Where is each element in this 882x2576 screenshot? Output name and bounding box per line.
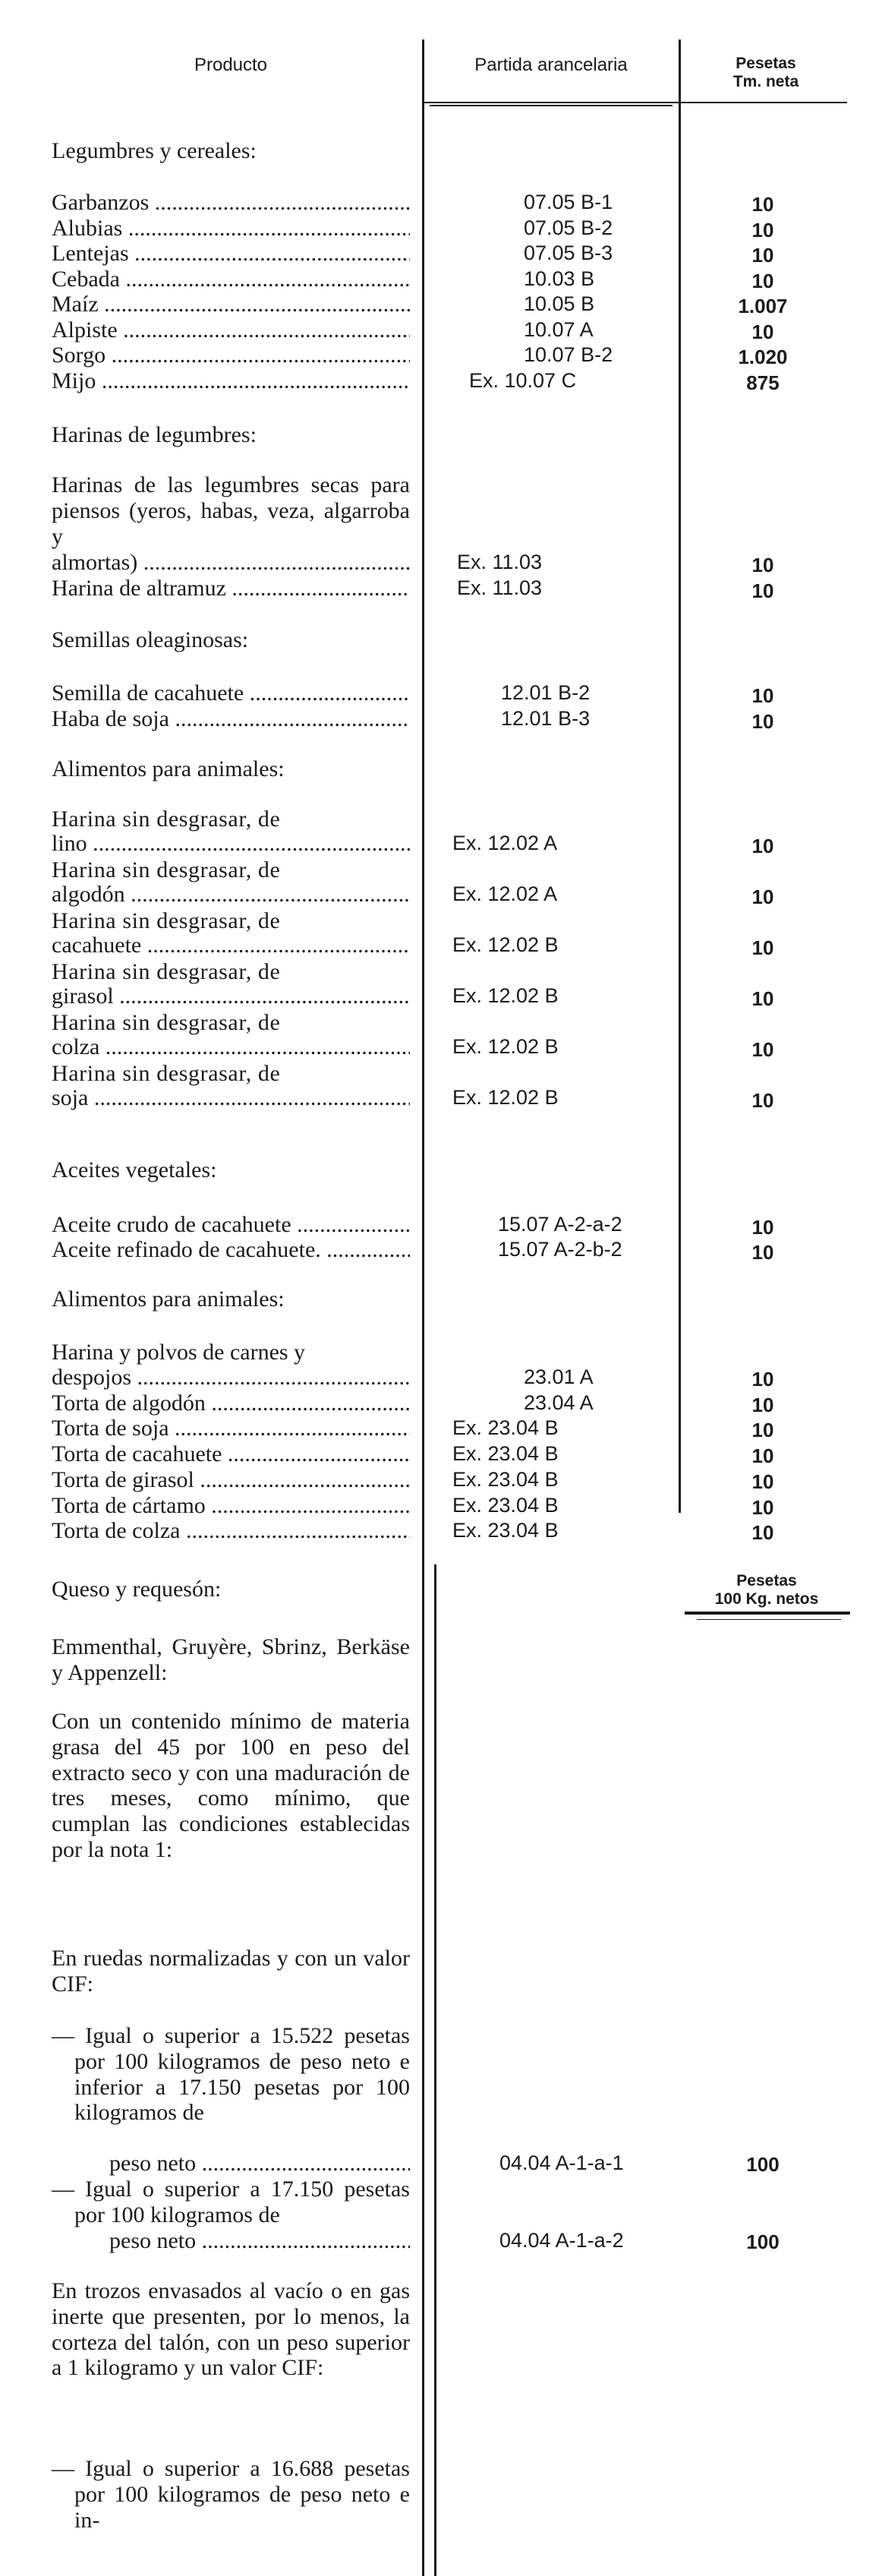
harina-polvos-text: Harina y polvos de carnes y: [52, 1340, 306, 1365]
table-row-product: [52, 190, 410, 215]
queso-item-2: — Igual o superior a 17.150 pesetas por 100 kilogramos de: [52, 2177, 410, 2227]
table-row-product: [52, 368, 410, 393]
table-row-product: [52, 267, 410, 292]
queso-item-1: — Igual o superior a 15.522 pesetas por 100 kilogramos de peso neto e inferior a 17.150 pesetas por 100 kilogramos de: [52, 2023, 410, 2126]
tariff-code: 23.01 A: [524, 1365, 594, 1388]
table-row-product: [52, 292, 410, 317]
product-name: Torta de soja .....: [52, 1416, 410, 1441]
duty-value: 10: [751, 936, 774, 959]
product-name: Mijo .....: [52, 368, 410, 393]
aceite-refinado-code: 15.07 A-2-b-2: [498, 1238, 622, 1261]
tariff-code: 10.07 B-2: [524, 343, 613, 366]
product-name: Torta de cacahuete .....: [52, 1441, 410, 1466]
header-underline: [422, 102, 847, 103]
product-name-line1: Harina sin desgrasar, de: [52, 1010, 281, 1035]
tariff-code: 10.03 B: [524, 267, 595, 290]
aceite-crudo-lead: Aceite crudo de cacahuete .....: [52, 1212, 410, 1237]
duty-value: 10: [751, 1495, 774, 1519]
haba-soja-lead: Haba de soja .....: [52, 706, 410, 731]
product-name: Torta de cártamo .....: [52, 1493, 410, 1518]
tariff-code: 10.07 A: [524, 317, 594, 341]
duty-value: 10: [751, 1089, 774, 1112]
product-name: Alpiste .....: [52, 317, 410, 343]
duty-value: 1.007: [738, 295, 788, 317]
duty-value: 875: [746, 371, 780, 394]
product-name-line2: [52, 983, 410, 1009]
tariff-code: Ex. 23.04 B: [452, 1519, 559, 1542]
product-name: Lentejas .....: [52, 241, 410, 266]
harinas-legumbres-text: Harinas de las legumbres secas para piensos (yeros, habas, veza, algarroba y: [52, 472, 410, 549]
tariff-code: Ex. 12.02 B: [452, 1035, 559, 1058]
section-alimentos-1: Alimentos para animales:: [52, 756, 285, 781]
product-name-lead: cacahuete .....: [52, 933, 410, 958]
product-name: Sorgo .....: [52, 343, 410, 368]
duty-value: 10: [751, 886, 774, 908]
harinas-legumbres-lead: almortas) .....: [52, 550, 410, 575]
queso-item-1-value: 100: [746, 2153, 780, 2176]
tariff-code: Ex. 23.04 B: [452, 1493, 559, 1517]
tariff-code: Ex. 12.02 A: [452, 882, 558, 905]
tariff-code: Ex. 23.04 B: [452, 1416, 559, 1440]
table-row-product: [52, 1365, 410, 1390]
duty-value: 10: [751, 1038, 774, 1061]
table-row-product: [52, 216, 410, 241]
table-row-product: [52, 1391, 410, 1416]
tariff-code: Ex. 23.04 B: [452, 1467, 559, 1491]
tariff-code: Ex. 23.04 B: [452, 1442, 559, 1466]
section-semillas: Semillas oleaginosas:: [52, 627, 249, 652]
table-row-product: [52, 317, 410, 343]
queso-p1: Emmenthal, Gruyère, Sbrinz, Berkäse y Appenzell:: [52, 1634, 410, 1685]
subheader-line1: Pesetas: [736, 1572, 797, 1589]
column-rule-right-lower: [434, 1564, 436, 2576]
product-name-line2: [52, 882, 410, 907]
duty-value: 10: [751, 218, 774, 242]
duty-value: 10: [751, 193, 774, 216]
product-name-line1: Harina sin desgrasar, de: [52, 857, 281, 882]
product-name: Cebada .....: [52, 267, 410, 292]
section-queso: Queso y requesón:: [52, 1577, 222, 1602]
aceite-refinado-lead: Aceite refinado de cacahuete. .....: [52, 1237, 410, 1262]
product-name-lead: colza .....: [52, 1034, 410, 1059]
product-name: despojos .....: [52, 1365, 410, 1390]
semilla-cacahuete-code: 12.01 B-2: [501, 681, 591, 704]
column-rule-left: [422, 39, 424, 2576]
product-name-line2: [52, 1034, 410, 1059]
aceite-crudo-value: 10: [751, 1216, 774, 1239]
duty-value: 10: [751, 1393, 774, 1416]
table-row-product: [52, 1416, 410, 1441]
duty-value: 1.020: [738, 346, 788, 368]
section-aceites: Aceites vegetales:: [52, 1157, 217, 1182]
duty-value: 10: [751, 987, 774, 1010]
table-row-product: [52, 1518, 410, 1543]
queso-item-2-code: 04.04 A-1-a-2: [499, 2229, 624, 2252]
product-name-line1: Harina sin desgrasar, de: [52, 1061, 281, 1086]
tariff-code: 07.05 B-2: [524, 216, 613, 239]
queso-item-1-code: 04.04 A-1-a-1: [499, 2151, 624, 2174]
product-name-line2: [52, 1085, 410, 1110]
section-alimentos-2: Alimentos para animales:: [52, 1286, 285, 1312]
queso-item-2-lead: peso neto .....: [109, 2228, 410, 2253]
duty-value: 10: [751, 269, 774, 292]
section-harinas-legumbres: Harinas de legumbres:: [52, 422, 257, 447]
product-name: Torta de colza .....: [52, 1518, 410, 1543]
aceite-crudo-code: 15.07 A-2-a-2: [498, 1213, 622, 1236]
duty-value: 10: [751, 835, 774, 857]
queso-p2: Con un contenido mínimo de materia grasa del 45 por 100 en peso del extracto seco y con una maduración de tres meses, como mínimo, que cumplan las condiciones establecidas por la nota 1:: [52, 1709, 410, 1862]
product-name-line1: Harina sin desgrasar, de: [52, 908, 281, 933]
tariff-code: 23.04 A: [524, 1391, 594, 1414]
harinas-legumbres-value: 10: [751, 554, 774, 576]
duty-value: 10: [751, 320, 774, 343]
product-name: Torta de algodón .....: [52, 1391, 410, 1416]
tariff-code: Ex. 12.02 B: [452, 933, 559, 956]
tariff-code: Ex. 12.02 B: [452, 1086, 559, 1109]
duty-value: 10: [751, 1444, 774, 1468]
haba-soja-value: 10: [751, 710, 774, 733]
product-name-line1: Harina sin desgrasar, de: [52, 807, 281, 832]
table-row-product: [52, 241, 410, 266]
duty-value: 10: [751, 1521, 774, 1545]
duty-value: 10: [751, 1368, 774, 1391]
duty-value: 10: [751, 1470, 774, 1493]
table-row-product: [52, 343, 410, 368]
tariff-code: Ex. 12.02 A: [452, 832, 558, 854]
header-producto: Producto: [194, 55, 268, 75]
product-name-lead: soja .....: [52, 1085, 410, 1110]
subheader-line2: 100 Kg. netos: [714, 1590, 819, 1608]
semilla-cacahuete-lead: Semilla de cacahuete .....: [52, 680, 410, 706]
subheader-pesetas-100kg: [676, 1572, 858, 1608]
product-name: Torta de girasol .....: [52, 1467, 410, 1492]
queso-p4: En trozos envasados al vacío o en gas inerte que presenten, por lo menos, la corteza del talón, con un peso superior a 1 kilogramo y un valor CIF:: [52, 2278, 410, 2381]
queso-item-2-value: 100: [746, 2230, 780, 2253]
harina-altramuz-code: Ex. 11.03: [457, 576, 543, 599]
queso-item-3: — Igual o superior a 16.688 pesetas por 100 kilogramos de peso neto e in-: [52, 2456, 410, 2533]
product-name: Maíz .....: [52, 292, 410, 317]
product-name: Garbanzos .....: [52, 190, 410, 215]
product-name-line2: [52, 831, 410, 856]
table-row-product: [52, 1467, 410, 1492]
tariff-code: Ex. 12.02 B: [452, 984, 559, 1007]
table-row-product: [52, 1441, 410, 1466]
header-partida: Partida arancelaria: [474, 55, 628, 75]
haba-soja-code: 12.01 B-3: [501, 707, 591, 730]
header-pesetas-line1: Pesetas: [736, 55, 796, 72]
section-legumbres: Legumbres y cereales:: [52, 138, 257, 163]
product-name-lead: girasol .....: [52, 983, 410, 1009]
header-underline-left: [430, 105, 673, 106]
harinas-legumbres-code: Ex. 11.03: [457, 551, 543, 573]
tariff-code: Ex. 10.07 C: [469, 368, 577, 392]
product-name-line2: [52, 933, 410, 958]
tariff-code: 10.05 B: [524, 292, 595, 315]
semilla-cacahuete-value: 10: [751, 684, 774, 707]
header-pesetas: [686, 55, 846, 91]
product-name-line1: Harina sin desgrasar, de: [52, 959, 281, 984]
product-name-lead: lino .....: [52, 831, 410, 856]
tariff-code: 07.05 B-3: [524, 242, 613, 264]
aceite-refinado-value: 10: [751, 1241, 774, 1264]
subheader-underline: [685, 1612, 850, 1615]
table-row-product: [52, 1493, 410, 1518]
queso-item-1-lead: peso neto .....: [109, 2151, 410, 2176]
header-pesetas-line2: Tm. neta: [732, 73, 799, 90]
duty-value: 10: [751, 244, 774, 267]
harina-altramuz-lead: Harina de altramuz .....: [52, 576, 410, 601]
product-name: Alubias .....: [52, 216, 410, 241]
duty-value: 10: [751, 1419, 774, 1442]
harina-altramuz-value: 10: [751, 579, 774, 602]
tariff-code: 07.05 B-1: [524, 191, 613, 213]
queso-p3: En ruedas normalizadas y con un valor CIF:: [52, 1946, 410, 1997]
subheader-underline-thin: [697, 1619, 841, 1620]
product-name-lead: algodón .....: [52, 882, 410, 907]
